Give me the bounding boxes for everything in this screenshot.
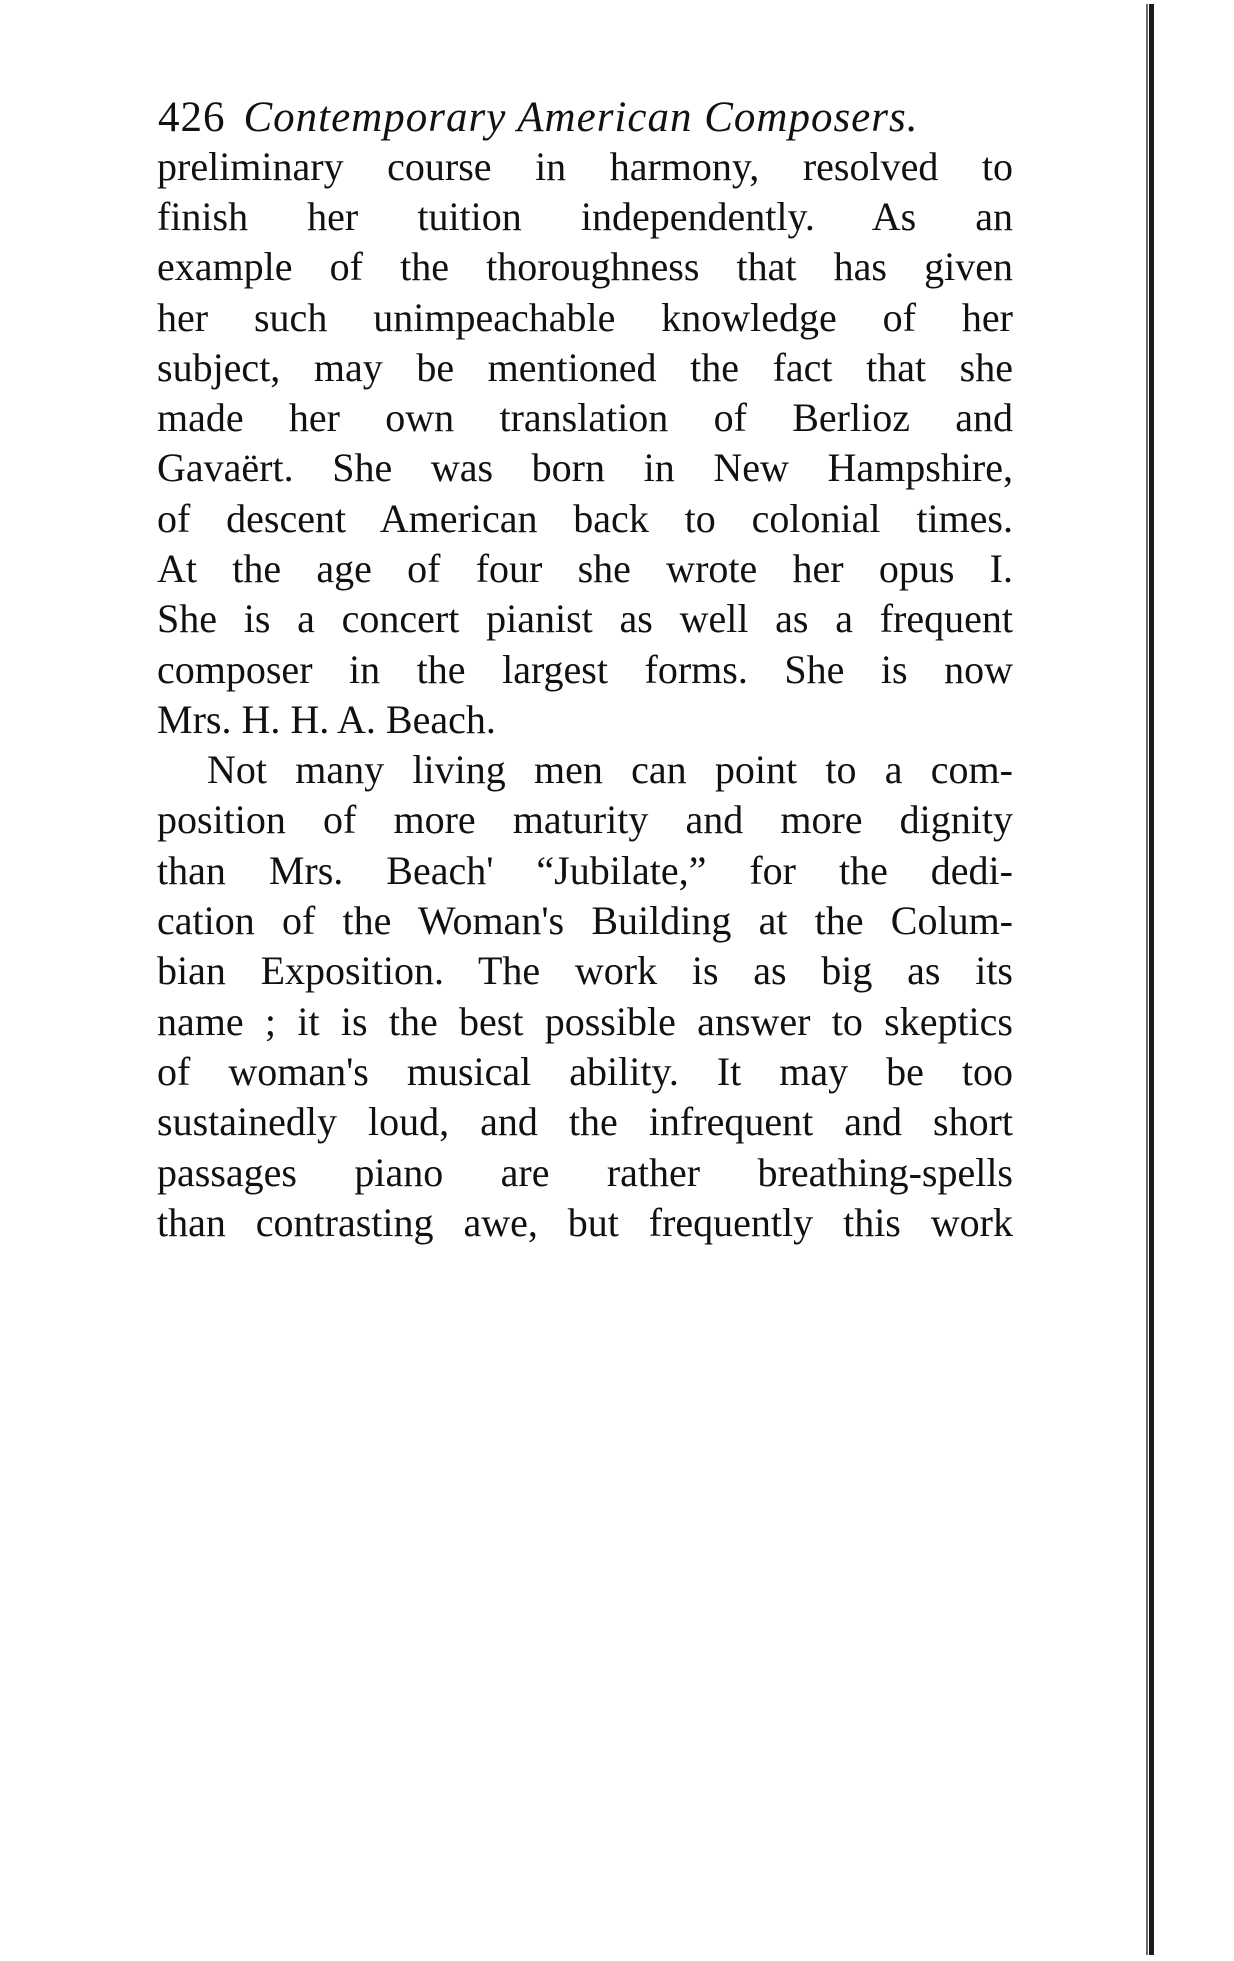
text-line: bian Exposition. The work is as big as its — [157, 948, 1013, 993]
text-line: finish her tuition independently. As an — [157, 194, 1013, 239]
running-head-title: Contemporary American Composers. — [243, 94, 919, 141]
text-line: cation of the Woman's Building at the Colum- — [157, 898, 1013, 943]
text-line: than contrasting awe, but frequently this work — [157, 1200, 1013, 1245]
text-line: of descent American back to colonial times. — [157, 496, 1013, 541]
text-line: subject, may be mentioned the fact that she — [157, 345, 1013, 390]
page-edge-shadow — [1146, 4, 1148, 1955]
text-line: her such unimpeachable knowledge of her — [157, 295, 1013, 340]
text-line: preliminary course in harmony, resolved to — [157, 144, 1013, 189]
text-line: Gavaërt. She was born in New Hampshire, — [157, 445, 1013, 490]
text-line: example of the thoroughness that has given — [157, 244, 1013, 289]
text-line: sustainedly loud, and the infrequent and short — [157, 1099, 1013, 1144]
text-line: passages piano are rather breathing-spells — [157, 1150, 1013, 1195]
text-line: Not many living men can point to a com- — [207, 747, 1013, 792]
page-edge-line — [1149, 4, 1154, 1955]
text-line: composer in the largest forms. She is now — [157, 647, 1013, 692]
text-line: position of more maturity and more dignity — [157, 797, 1013, 842]
text-line: name ; it is the best possible answer to skeptics — [157, 999, 1013, 1044]
running-head — [158, 92, 918, 144]
text-line: She is a concert pianist as well as a frequent — [157, 596, 1013, 641]
text-line: of woman's musical ability. It may be too — [157, 1049, 1013, 1094]
text-line: Mrs. H. H. A. Beach. — [157, 697, 496, 742]
page-number: 426 — [158, 94, 226, 141]
text-line: At the age of four she wrote her opus I. — [157, 546, 1013, 591]
text-line: than Mrs. Beach' “Jubilate,” for the dedi- — [157, 848, 1013, 893]
text-line: made her own translation of Berlioz and — [157, 395, 1013, 440]
